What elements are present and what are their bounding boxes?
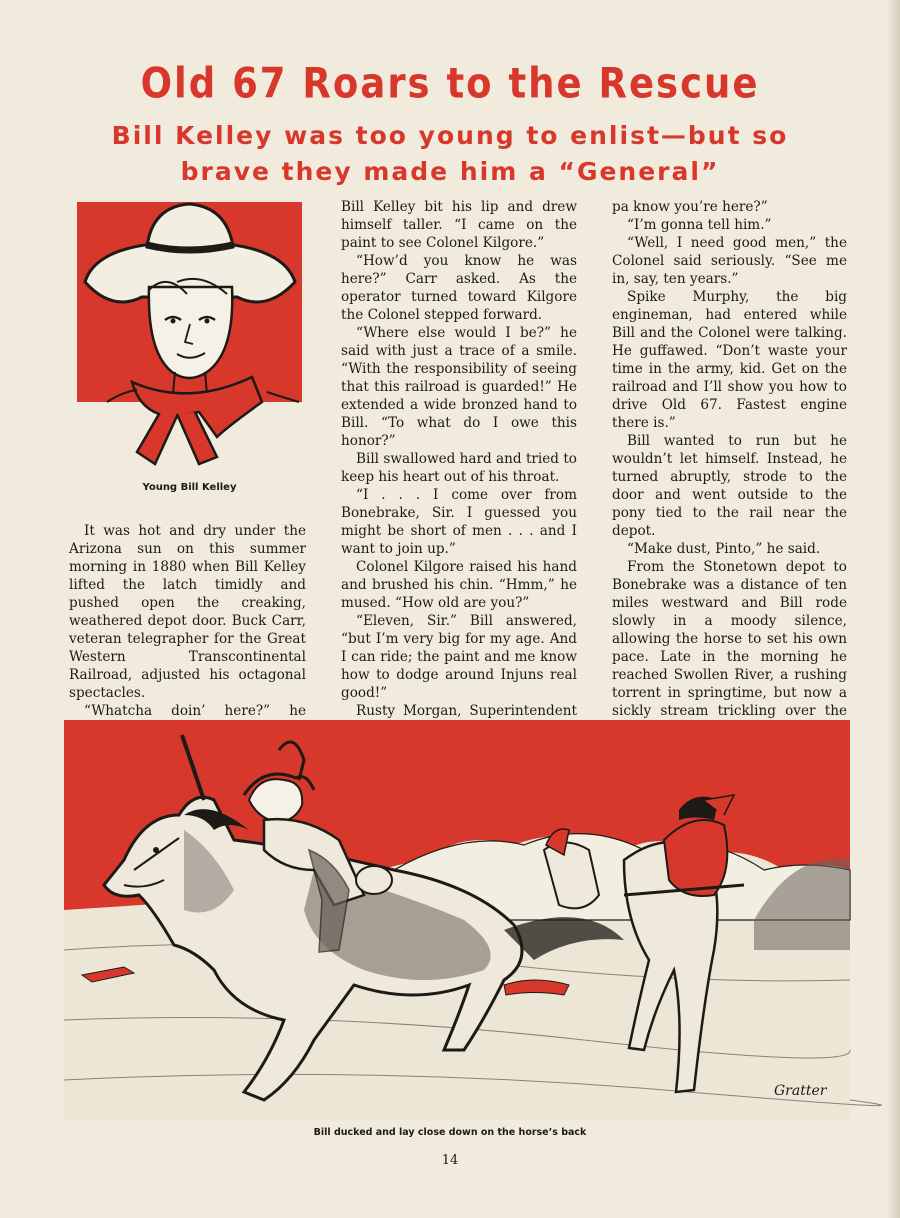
paragraph: “Where else would I be?” he said with just a trace of a smile. “With the responsibility of seeing that this railroad is guarded!” He extended a wide bronzed hand to Bill. “To what do I owe this honor?” — [341, 325, 577, 449]
paragraph: “Whatcha doin’ here?” he — [84, 703, 306, 719]
article-title: Old 67 Roars to the Rescue — [140, 59, 760, 108]
paragraph: “I’m gonna tell him.” — [627, 217, 772, 233]
paragraph: Spike Murphy, the big engineman, had entered while Bill and the Colonel were talking. He guffawed. “Don’t waste your time in the army, kid. Get on the railroad and I’ll show you how to drive Old 67. Fastest engine there is.” — [612, 289, 847, 431]
artist-signature: Gratter — [774, 1083, 827, 1099]
paragraph: “Make dust, Pinto,” he said. — [627, 541, 821, 557]
article-subtitle: Bill Kelley was too young to enlist—but so brave they made him a “General” — [111, 121, 789, 186]
paragraph: Colonel Kilgore raised his hand and brushed his chin. “Hmm,” he mused. “How old are you?” — [341, 559, 577, 611]
paragraph: Bill Kelley bit his lip and drew himself taller. “I came on the paint to see Colonel Kilgore.” — [341, 199, 577, 251]
page-edge-shadow — [886, 0, 900, 1218]
portrait-caption: Young Bill Kelley — [142, 482, 237, 493]
paragraph: Bill wanted to run but he wouldn’t let himself. Instead, he turned abruptly, strode to the door and went outside to the pony tied to the rail near the depot. — [612, 433, 847, 539]
chase-scene-illustration — [64, 720, 850, 1120]
paragraph-continued: pa know you’re here?” — [612, 199, 768, 215]
text-column-1 — [69, 522, 306, 720]
paragraph: Rusty Morgan, Superintendent — [356, 703, 577, 719]
paragraph: “How’d you know he was here?” Carr asked. As the operator turned toward Kilgore the Colonel stepped forward. — [341, 253, 577, 323]
paragraph: “I . . . I come over from Bonebrake, Sir. I guessed you might be short of men . . . and I want to join up.” — [341, 487, 577, 557]
bill-kelley-portrait — [77, 202, 302, 470]
paragraph: Bill swallowed hard and tried to keep his heart out of his throat. — [341, 451, 577, 485]
paragraph: “Eleven, Sir.” Bill answered, “but I’m very big for my age. And I can ride; the paint and me know how to dodge around Injuns real good!” — [341, 613, 577, 701]
paragraph: From the Stonetown depot to Bonebrake was a distance of ten miles westward and Bill rode slowly in a moody silence, allowing the horse to set his own pace. Late in the morning he reached Swollen River, a rushing torrent in springtime, but now a sickly stream trickling over the — [612, 559, 847, 719]
scene-caption: Bill ducked and lay close down on the horse’s back — [313, 1127, 587, 1138]
paragraph: “Well, I need good men,” the Colonel said seriously. “See me in, say, ten years.” — [612, 235, 847, 287]
paragraph: It was hot and dry under the Arizona sun on this summer morning in 1880 when Bill Kelley lifted the latch timidly and pushed open the creaking, weathered depot door. Buck Carr, veteran telegrapher for the Great Western Transcontinental Railroad, adjusted his octagonal spectacles. — [69, 523, 306, 701]
text-column-2 — [341, 198, 577, 720]
text-column-3 — [612, 198, 847, 720]
page-number: 14 — [441, 1153, 459, 1168]
